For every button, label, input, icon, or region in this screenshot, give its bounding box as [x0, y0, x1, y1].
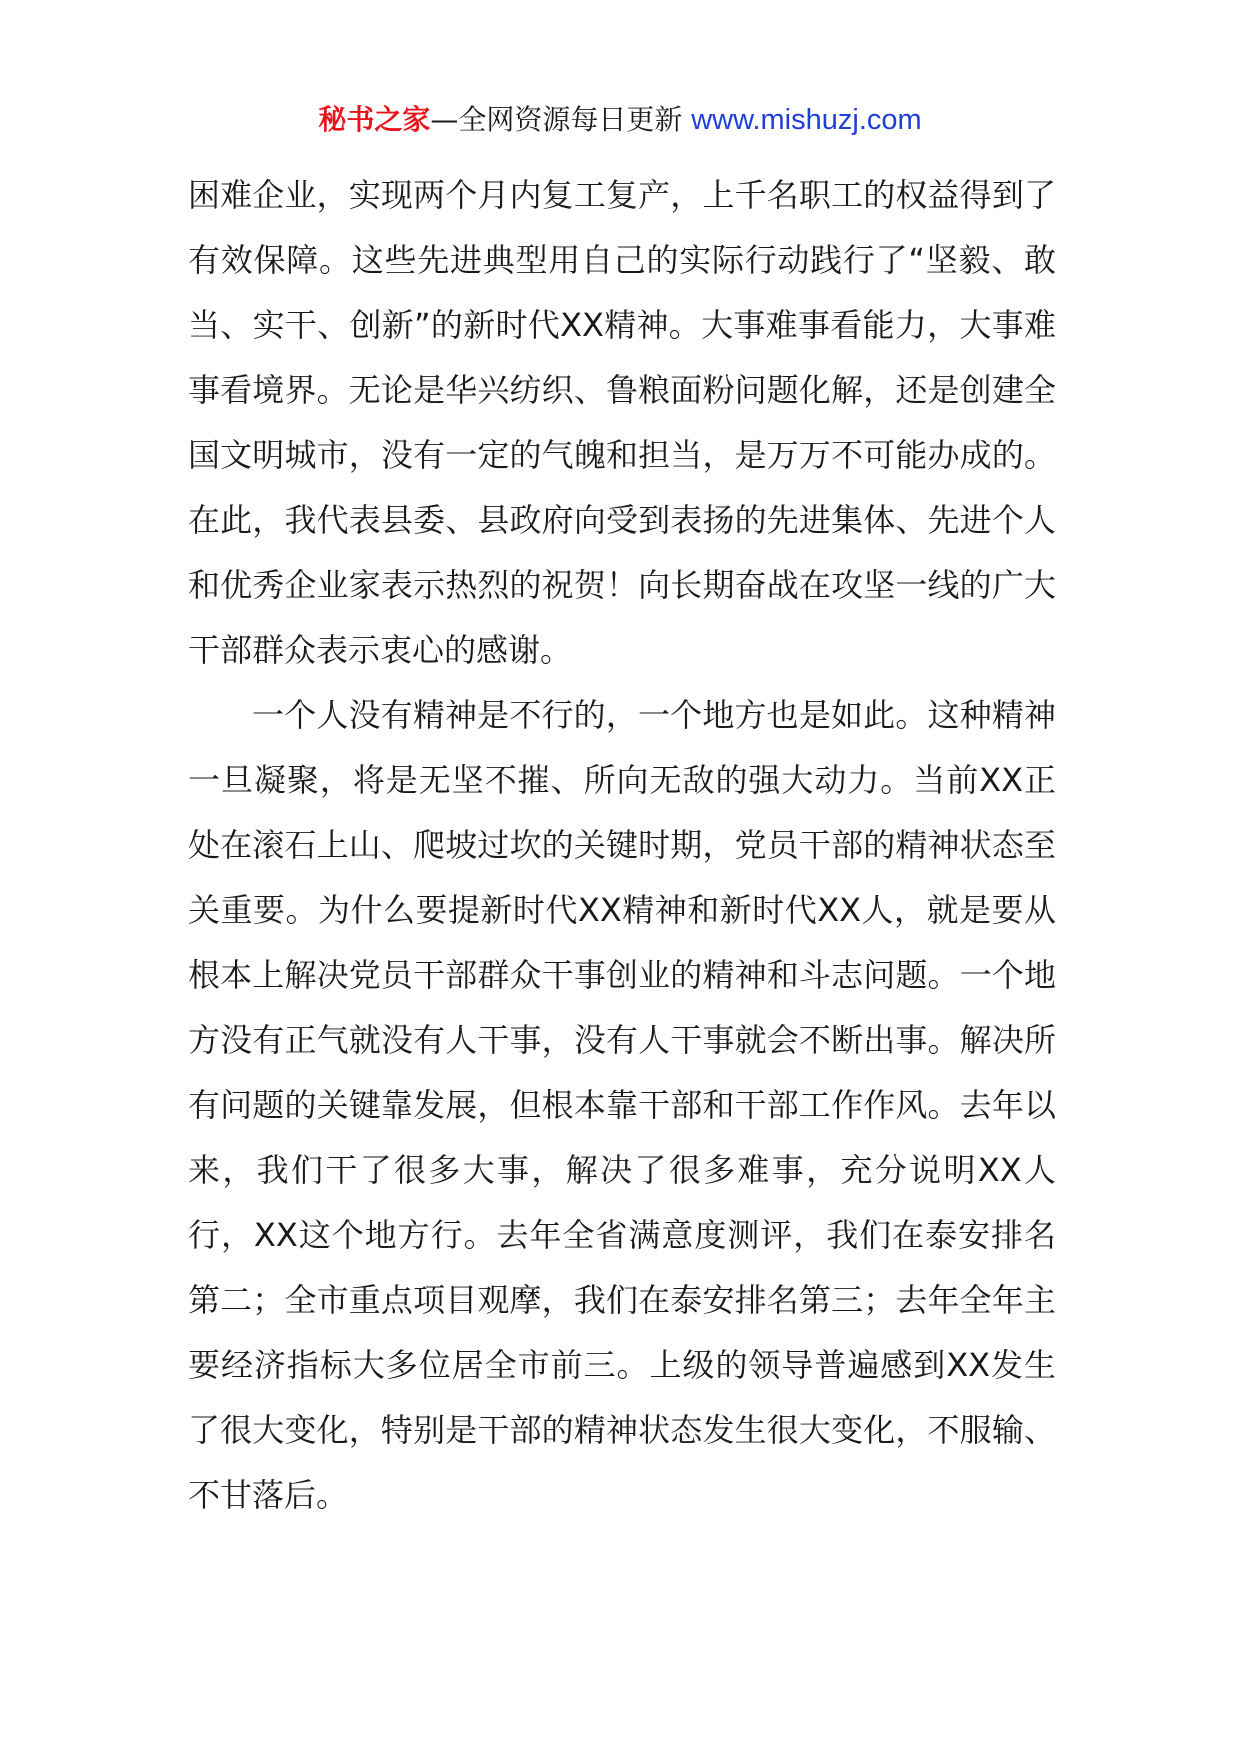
site-brand: 秘书之家: [318, 103, 431, 136]
document-body: [188, 163, 1056, 1528]
page-header: [0, 100, 1240, 140]
body-paragraph-2: 一个人没有精神是不行的，一个地方也是如此。这种精神一旦凝聚，将是无坚不摧、所向无敌的强大动力。当前XX正处在滚石上山、爬坡过坎的关键时期，党员干部的精神状态至关重要。为什么要提新时代XX精神和新时代XX人，就是要从根本上解决党员干部群众干事创业的精神和斗志问题。一个地方没有正气就没有人干事，没有人干事就会不断出事。解决所有问题的关键靠发展，但根本靠干部和干部工作作风。去年以来，我们干了很多大事，解决了很多难事，充分说明XX人行，XX这个地方行。去年全省满意度测评，我们在泰安排名第二；全市重点项目观摩，我们在泰安排名第三；去年全年主要经济指标大多位居全市前三。上级的领导普遍感到XX发生了很大变化，特别是干部的精神状态发生很大变化，不服输、不甘落后。: [188, 696, 1056, 1514]
site-tagline: —全网资源每日更新: [430, 103, 692, 136]
site-url-link[interactable]: www.mishuzj.com: [691, 104, 922, 136]
body-paragraph-1: 困难企业，实现两个月内复工复产，上千名职工的权益得到了有效保障。这些先进典型用自己的实际行动践行了“坚毅、敢当、实干、创新”的新时代XX精神。大事难事看能力，大事难事看境界。无论是华兴纺织、鲁粮面粉问题化解，还是创建全国文明城市，没有一定的气魄和担当，是万万不可能办成的。在此，我代表县委、县政府向受到表扬的先进集体、先进个人和优秀企业家表示热烈的祝贺！向长期奋战在攻坚一线的广大干部群众表示衷心的感谢。: [188, 176, 1056, 669]
